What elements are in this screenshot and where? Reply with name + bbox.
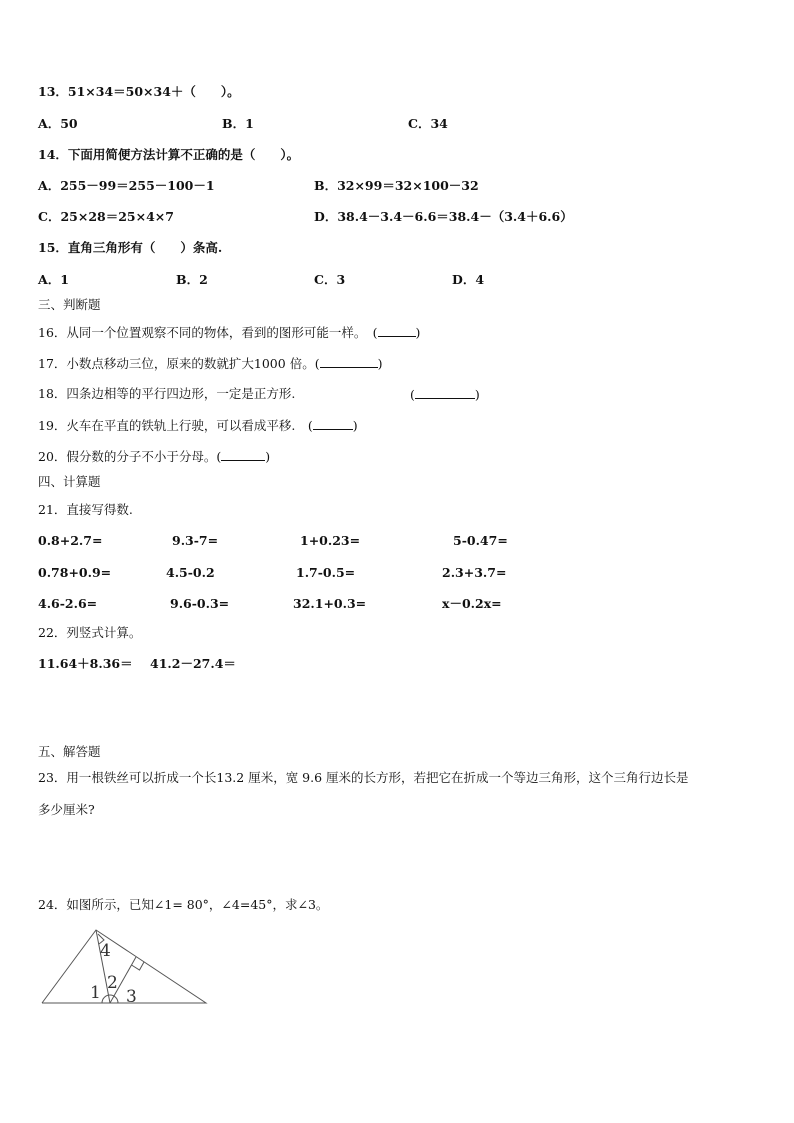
question-17-text: 17．小数点移动三位，原来的数就扩大1000 倍。( — [38, 356, 320, 371]
calc-item: 0.78+0.9= — [38, 565, 112, 580]
question-18-open: ( — [410, 387, 415, 402]
question-14-option-d: D．38.4－3.4－6.6＝38.4－（3.4＋6.6） — [314, 209, 573, 224]
question-20 — [38, 448, 270, 465]
calc-item: 1+0.23= — [300, 533, 361, 548]
question-14-option-a: A．255－99＝255－100－1 — [38, 178, 215, 193]
question-13-option-c: C．34 — [408, 116, 448, 131]
answer-blank[interactable] — [221, 448, 265, 461]
question-14-option-c: C．25×28＝25×4×7 — [38, 209, 174, 224]
calc-item: 4.6-2.6= — [38, 596, 98, 611]
calc-item: 0.8+2.7= — [38, 533, 103, 548]
calc-item: 4.5-0.2 — [166, 565, 215, 580]
question-20-text: 20．假分数的分子不小于分母。( — [38, 449, 222, 464]
question-18-blank-group — [410, 386, 480, 403]
calc-item: 32.1+0.3= — [293, 596, 367, 611]
section-3-title: 三、判断题 — [38, 297, 101, 312]
answer-blank[interactable] — [313, 417, 353, 430]
question-17 — [38, 355, 382, 372]
angle-label-1: 1 — [90, 983, 101, 1003]
question-24-stem: 24．如图所示，已知∠1= 80°，∠4=45°，求∠3。 — [38, 897, 329, 912]
question-19 — [38, 417, 358, 434]
question-13-stem: 13．51×34＝50×34＋（ ）。 — [38, 84, 240, 99]
question-19-close: ) — [352, 418, 358, 433]
calc-item: 2.3+3.7= — [442, 565, 507, 580]
question-15-option-b: B．2 — [176, 272, 208, 287]
section-5-title: 五、解答题 — [38, 744, 101, 759]
question-15-option-d: D．4 — [452, 272, 485, 287]
triangle-figure — [38, 924, 218, 1009]
angle-label-2: 2 — [107, 973, 118, 993]
calc-item: x－0.2x= — [442, 596, 502, 611]
question-18-close: ) — [474, 387, 480, 402]
question-16-close: ) — [415, 325, 421, 340]
question-15-stem: 15．直角三角形有（ ）条高. — [38, 240, 223, 255]
question-18-text: 18．四条边相等的平行四边形，一定是正方形. — [38, 386, 296, 401]
question-15-option-a: A．1 — [38, 272, 69, 287]
question-14-stem: 14．下面用简便方法计算不正确的是（ ）。 — [38, 147, 300, 162]
question-13-option-b: B．1 — [222, 116, 254, 131]
question-21-stem: 21．直接写得数. — [38, 502, 133, 517]
angle-label-3: 3 — [126, 987, 137, 1007]
question-22-stem: 22．列竖式计算。 — [38, 625, 142, 640]
question-13-option-a: A．50 — [38, 116, 78, 131]
calc-item: 1.7-0.5= — [296, 565, 356, 580]
calc-item: 9.3-7= — [172, 533, 219, 548]
angle-label-4: 4 — [100, 941, 111, 961]
question-17-close: ) — [377, 356, 383, 371]
question-23-line-2: 多少厘米? — [38, 802, 95, 817]
question-19-text: 19．火车在平直的铁轨上行驶，可以看成平移. ( — [38, 418, 313, 433]
question-16-text: 16．从同一个位置观察不同的物体，看到的图形可能一样。 ( — [38, 325, 378, 340]
question-23-line-1: 23．用一根铁丝可以折成一个长13.2 厘米，宽 9.6 厘米的长方形，若把它在折成一个等边三角形，这个三角行边长是 — [38, 770, 689, 785]
question-14-option-b: B．32×99＝32×100－32 — [314, 178, 479, 193]
answer-blank[interactable] — [415, 386, 475, 399]
answer-blank[interactable] — [378, 324, 416, 337]
calc-item: 5-0.47= — [453, 533, 508, 548]
question-20-close: ) — [265, 449, 271, 464]
triangle-outline — [42, 930, 206, 1003]
right-angle-mark — [132, 962, 145, 970]
section-4-title: 四、计算题 — [38, 474, 101, 489]
vertical-calc-item: 41.2－27.4＝ — [150, 656, 236, 671]
question-15-option-c: C．3 — [314, 272, 346, 287]
answer-blank[interactable] — [320, 355, 378, 368]
calc-item: 9.6-0.3= — [170, 596, 230, 611]
question-16 — [38, 324, 420, 341]
vertical-calc-item: 11.64＋8.36＝ — [38, 656, 133, 671]
